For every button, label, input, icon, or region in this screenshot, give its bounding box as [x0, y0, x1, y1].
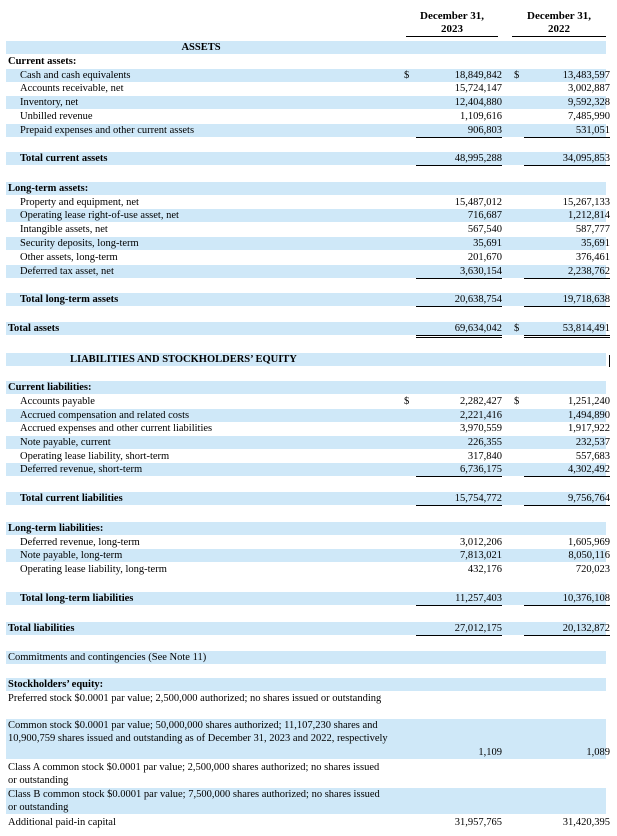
value-2022: 1,251,240	[568, 396, 610, 407]
value-2023: 3,012,206	[460, 537, 502, 548]
dollar-sign: $	[514, 396, 520, 407]
row-label: Accounts payable	[20, 396, 95, 407]
row-label: Operating lease liability, long-term	[20, 564, 167, 575]
dollar-sign: $	[514, 70, 520, 81]
row-label: Inventory, net	[20, 97, 79, 108]
value-2023: 1,109,616	[460, 111, 502, 122]
value-2022: 1,605,969	[568, 537, 610, 548]
value-2022: 587,777	[575, 224, 610, 235]
value-2022: 7,485,990	[568, 111, 610, 122]
current-assets-header-row	[6, 55, 606, 68]
value-2022: 8,050,116	[568, 550, 610, 561]
row-label: Operating lease right-of-use asset, net	[20, 210, 179, 221]
table-row	[6, 395, 610, 408]
total-row	[6, 293, 610, 306]
row-label: Security deposits, long-term	[20, 238, 139, 249]
total-long-term-assets-label: Total long-term assets	[20, 294, 119, 305]
col2-line2: 2022	[512, 23, 606, 37]
value-2023: 12,404,880	[454, 97, 502, 108]
value-2023: 317,840	[467, 451, 502, 462]
table-row	[6, 237, 610, 250]
value-2023: 2,221,416	[460, 410, 502, 421]
stockholders-equity-label: Stockholders’ equity:	[8, 679, 104, 690]
class-a-stock-label: Class A common stock $0.0001 par value; 2,500,000 shares authorized; no shares issued or outstanding	[8, 762, 380, 786]
total-current-liabilities-label: Total current liabilities	[20, 493, 123, 504]
value-2022: 31,420,395	[562, 817, 610, 828]
text-cursor	[609, 355, 610, 367]
total-liabilities-label: Total liabilities	[8, 623, 75, 634]
total-liabilities-row	[6, 622, 610, 635]
column-header-2022	[512, 10, 606, 37]
row-label: Deferred revenue, long-term	[20, 537, 140, 548]
value-2022: 4,302,492	[524, 463, 610, 477]
long-term-liabilities-label: Long-term liabilities:	[8, 523, 104, 534]
row-label: Unbilled revenue	[20, 111, 93, 122]
table-row	[6, 223, 610, 236]
value-2023: 15,487,012	[454, 197, 502, 208]
table-row	[6, 124, 610, 137]
value-2023: 6,736,175	[416, 463, 502, 477]
value-2023: 18,849,842	[454, 70, 502, 81]
class-b-row	[6, 788, 606, 814]
total-current-assets-label: Total current assets	[20, 153, 108, 164]
liabilities-heading: LIABILITIES AND STOCKHOLDERS’ EQUITY	[70, 354, 297, 365]
preferred-stock-label: Preferred stock $0.0001 par value; 2,500,000 authorized; no shares issued or outstanding	[8, 693, 382, 704]
table-row	[6, 536, 610, 549]
col1-line1: December 31,	[420, 10, 484, 22]
value-2022: 13,483,597	[562, 70, 610, 81]
value-2023: 69,634,042	[416, 322, 502, 338]
table-row	[6, 209, 610, 222]
value-2022: 1,494,890	[568, 410, 610, 421]
row-label: Other assets, long-term	[20, 252, 118, 263]
row-label: Operating lease liability, short-term	[20, 451, 170, 462]
row-label: Accrued compensation and related costs	[20, 410, 190, 421]
value-2023: 31,957,765	[454, 817, 502, 828]
table-row	[6, 82, 610, 95]
total-row	[6, 152, 610, 165]
value-2023: 11,257,403	[416, 592, 502, 606]
apic-label: Additional paid-in capital	[8, 817, 116, 828]
commitments-label: Commitments and contingencies (See Note 11)	[8, 652, 207, 663]
value-2023: 432,176	[467, 564, 502, 575]
table-row	[6, 436, 610, 449]
value-2022: 19,718,638	[524, 293, 610, 307]
table-row	[6, 422, 610, 435]
value-2023: 2,282,427	[460, 396, 502, 407]
value-2022: 557,683	[575, 451, 610, 462]
table-row	[6, 549, 610, 562]
value-2023: 35,691	[473, 238, 502, 249]
total-row	[6, 592, 610, 605]
table-row	[6, 265, 610, 278]
total-row	[6, 492, 610, 505]
liabilities-heading-row	[6, 353, 606, 366]
value-2022: 10,376,108	[524, 592, 610, 606]
apic-row	[6, 816, 610, 829]
value-2023: 15,754,772	[416, 492, 502, 506]
value-2022: 1,089	[586, 747, 610, 758]
value-2023: 7,813,021	[460, 550, 502, 561]
value-2022: 9,592,328	[568, 97, 610, 108]
row-label: Cash and cash equivalents	[20, 70, 131, 81]
column-header-2023	[406, 10, 498, 37]
total-long-term-liabilities-label: Total long-term liabilities	[20, 593, 134, 604]
long-term-liabilities-header-row	[6, 522, 606, 535]
value-2022: 9,756,764	[524, 492, 610, 506]
current-liabilities-header-row	[6, 381, 606, 394]
equity-header-row	[6, 678, 606, 691]
row-label: Note payable, current	[20, 437, 111, 448]
common-stock-label: Common stock $0.0001 par value; 50,000,000 shares authorized; 11,107,230 shares and 10,900,759 shares issued and outstanding as of December 31, 2023 and 2022, respectively	[8, 720, 388, 744]
table-row	[6, 409, 610, 422]
row-label: Accrued expenses and other current liabilities	[20, 423, 213, 434]
class-b-stock-label: Class B common stock $0.0001 par value; 7,500,000 shares authorized; no shares issued or outstanding	[8, 789, 380, 813]
value-2023: 1,109	[478, 747, 502, 758]
value-2022: 1,917,922	[568, 423, 610, 434]
table-row	[6, 450, 610, 463]
preferred-stock-row	[6, 692, 606, 718]
table-row	[6, 69, 610, 82]
value-2022: 15,267,133	[562, 197, 610, 208]
row-label: Accounts receivable, net	[20, 83, 124, 94]
value-2022: 232,537	[575, 437, 610, 448]
row-label: Property and equipment, net	[20, 197, 139, 208]
value-2022: 1,212,814	[568, 210, 610, 221]
value-2022: 34,095,853	[524, 152, 610, 166]
value-2022: 3,002,887	[568, 83, 610, 94]
long-term-assets-header-row	[6, 182, 606, 195]
long-term-assets-label: Long-term assets:	[8, 183, 89, 194]
dollar-sign: $	[404, 396, 410, 407]
assets-heading-row	[6, 41, 606, 54]
row-label: Intangible assets, net	[20, 224, 108, 235]
value-2022: 20,132,872	[524, 622, 610, 636]
row-label: Deferred revenue, short-term	[20, 464, 143, 475]
col1-line2: 2023	[406, 23, 498, 37]
table-row	[6, 463, 610, 476]
value-2022: 376,461	[575, 252, 610, 263]
current-liabilities-label: Current liabilities:	[8, 382, 92, 393]
col2-line1: December 31,	[527, 10, 591, 22]
row-label: Prepaid expenses and other current assets	[20, 125, 195, 136]
value-2023: 15,724,147	[454, 83, 502, 94]
table-row	[6, 196, 610, 209]
value-2023: 567,540	[467, 224, 502, 235]
value-2022: 53,814,491	[524, 322, 610, 338]
total-assets-label: Total assets	[8, 323, 60, 334]
value-2023: 20,638,754	[416, 293, 502, 307]
table-row	[6, 96, 610, 109]
value-2023: 716,687	[467, 210, 502, 221]
value-2023: 48,995,288	[416, 152, 502, 166]
value-2023: 27,012,175	[416, 622, 502, 636]
assets-heading: ASSETS	[181, 42, 221, 53]
value-2022: 35,691	[581, 238, 610, 249]
dollar-sign: $	[514, 323, 520, 334]
value-2023: 3,630,154	[416, 265, 502, 279]
row-label: Deferred tax asset, net	[20, 266, 114, 277]
value-2022: 531,051	[524, 124, 610, 138]
row-label: Note payable, long-term	[20, 550, 123, 561]
value-2023: 226,355	[467, 437, 502, 448]
common-stock-row	[6, 719, 610, 759]
class-a-row	[6, 761, 606, 787]
value-2023: 906,803	[416, 124, 502, 138]
dollar-sign: $	[404, 70, 410, 81]
table-row	[6, 110, 610, 123]
value-2022: 2,238,762	[524, 265, 610, 279]
value-2023: 3,970,559	[460, 423, 502, 434]
value-2022: 720,023	[575, 564, 610, 575]
table-row	[6, 563, 610, 576]
commitments-row	[6, 651, 606, 664]
table-row	[6, 251, 610, 264]
value-2023: 201,670	[467, 252, 502, 263]
total-assets-row	[6, 322, 610, 335]
current-assets-label: Current assets:	[8, 56, 77, 67]
